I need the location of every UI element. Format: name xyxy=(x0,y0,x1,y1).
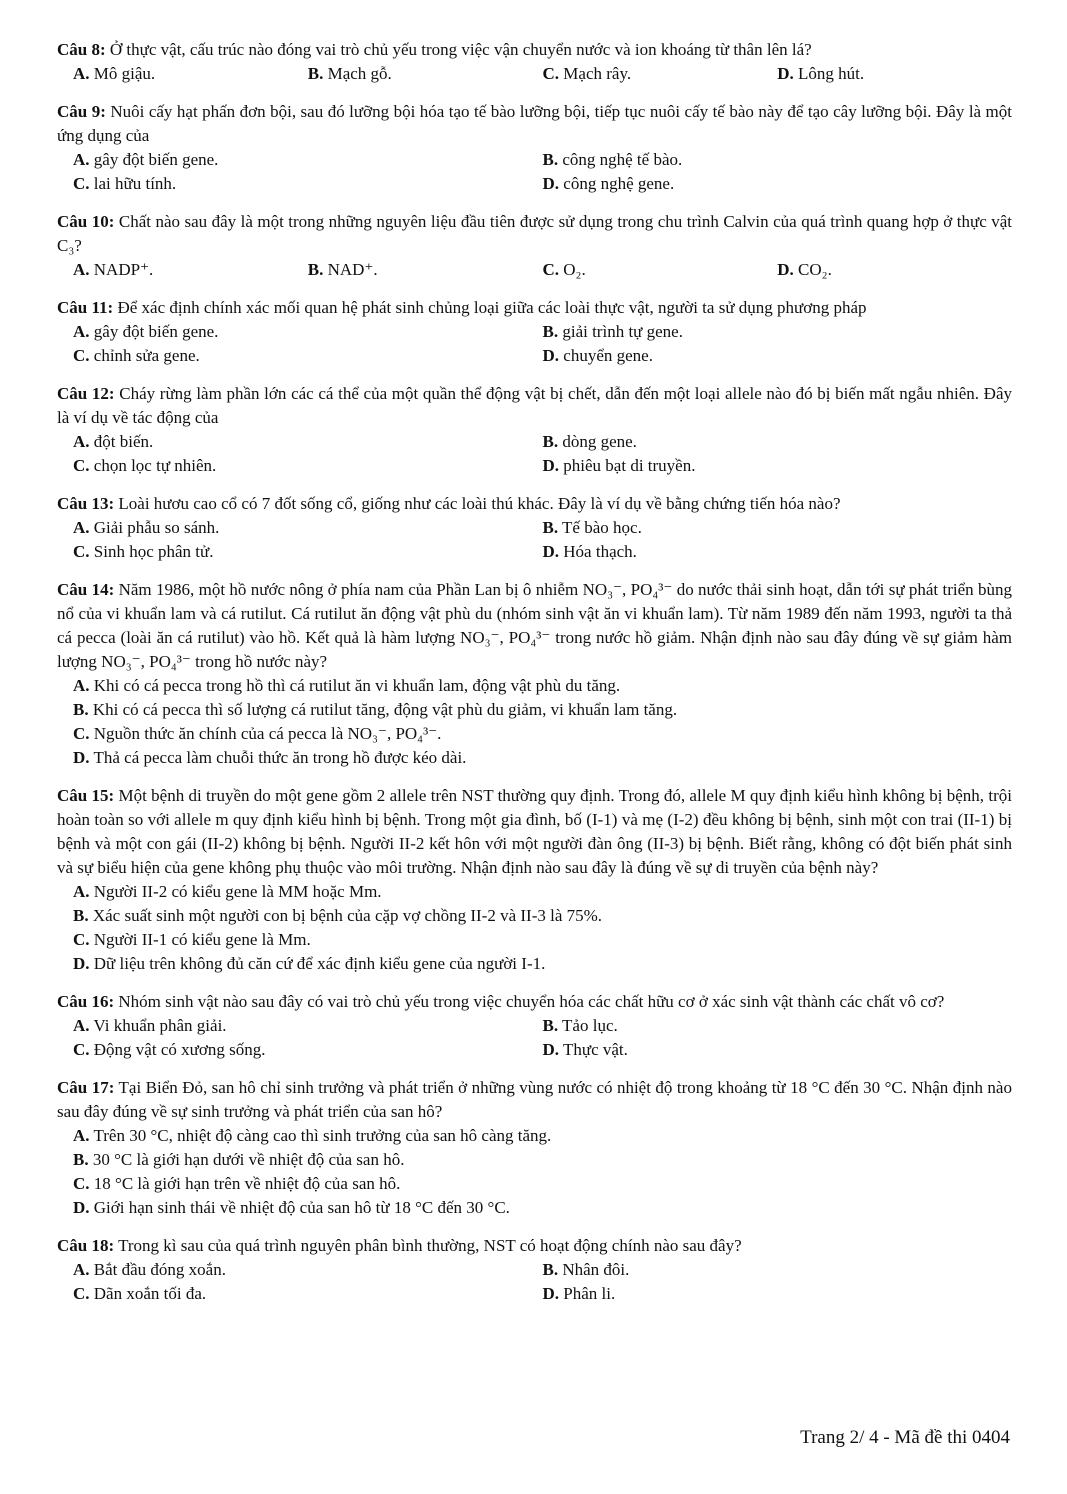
option-letter: A. xyxy=(73,150,90,169)
option-row xyxy=(57,148,1012,172)
option-letter: A. xyxy=(73,882,90,901)
question-stem xyxy=(57,100,1012,148)
option-letter: A. xyxy=(73,260,90,279)
option-text: Tảo lục. xyxy=(562,1016,618,1035)
question-stem xyxy=(57,578,1012,674)
option-text: công nghệ tế bào. xyxy=(562,150,683,169)
option-letter: C. xyxy=(73,542,90,561)
answer-option xyxy=(73,674,1012,698)
option-letter: D. xyxy=(542,542,560,561)
question-text: Ở thực vật, cấu trúc nào đóng vai trò chủ yếu trong việc vận chuyển nước và ion khoáng từ thân lên lá? xyxy=(109,40,812,59)
question-block xyxy=(57,990,1012,1062)
option-letter: C. xyxy=(73,1040,90,1059)
option-text: NADP⁺. xyxy=(93,260,154,279)
option-text: Mạch rây. xyxy=(563,64,632,83)
answer-option xyxy=(73,344,543,368)
option-letter: B. xyxy=(542,150,559,169)
answer-option xyxy=(543,516,1013,540)
option-letter: C. xyxy=(542,260,560,279)
question-text: Chất nào sau đây là một trong những nguyên liệu đầu tiên được sử dụng trong chu trình Calvin của quá trình quang hợp ở thực vật C₃? xyxy=(57,212,1012,255)
option-text: Dữ liệu trên không đủ căn cứ để xác định kiểu gene của người I-1. xyxy=(93,954,546,973)
option-text: chỉnh sửa gene. xyxy=(93,346,200,365)
option-letter: C. xyxy=(73,724,90,743)
option-text: Hóa thạch. xyxy=(563,542,637,561)
answer-option xyxy=(777,62,1012,86)
option-text: Giải phẫu so sánh. xyxy=(93,518,220,537)
question-text: Nuôi cấy hạt phấn đơn bội, sau đó lưỡng bội hóa tạo tế bào lưỡng bội, tiếp tục nuôi cấy tế bào này để tạo cây lưỡng bội. Đây là một ứng dụng của xyxy=(57,102,1013,145)
answer-option xyxy=(73,746,1012,770)
option-text: Phân li. xyxy=(563,1284,616,1303)
answer-option xyxy=(73,952,1012,976)
option-text: Tế bào học. xyxy=(562,518,642,537)
question-list xyxy=(57,38,1012,1306)
question-text: Tại Biển Đỏ, san hô chỉ sinh trưởng và phát triển ở những vùng nước có nhiệt độ trong khoảng từ 18 °C đến 30 °C. Nhận định nào sau đây đúng về sự sinh trưởng và phát triển của san hô? xyxy=(57,1078,1012,1121)
option-letter: D. xyxy=(542,1284,560,1303)
question-stem xyxy=(57,1234,1012,1258)
option-letter: A. xyxy=(73,432,90,451)
question-block xyxy=(57,38,1012,86)
option-letter: A. xyxy=(73,1016,90,1035)
option-row xyxy=(57,430,1012,454)
option-letter: B. xyxy=(542,432,559,451)
option-row xyxy=(57,722,1012,746)
option-row xyxy=(57,172,1012,196)
option-letter: B. xyxy=(73,906,89,925)
option-text: Người II-2 có kiểu gene là MM hoặc Mm. xyxy=(93,882,382,901)
answer-option xyxy=(73,1258,543,1282)
option-text: Trên 30 °C, nhiệt độ càng cao thì sinh trưởng của san hô càng tăng. xyxy=(93,1126,552,1145)
answer-option xyxy=(73,258,308,282)
option-row xyxy=(57,1014,1012,1038)
option-row xyxy=(57,62,1012,86)
option-row xyxy=(57,674,1012,698)
option-letter: B. xyxy=(73,700,89,719)
option-row xyxy=(57,1196,1012,1220)
option-row xyxy=(57,904,1012,928)
option-text: Dãn xoắn tối đa. xyxy=(93,1284,207,1303)
option-row xyxy=(57,1038,1012,1062)
option-text: phiêu bạt di truyền. xyxy=(563,456,696,475)
answer-option xyxy=(73,1172,1012,1196)
question-block xyxy=(57,210,1012,282)
option-letter: B. xyxy=(542,1016,559,1035)
question-stem xyxy=(57,296,1012,320)
option-letter: B. xyxy=(542,518,559,537)
option-text: đột biến. xyxy=(93,432,154,451)
answer-option xyxy=(73,1124,1012,1148)
question-number: Câu 16: xyxy=(57,992,115,1011)
question-number: Câu 17: xyxy=(57,1078,115,1097)
option-row xyxy=(57,1172,1012,1196)
option-letter: A. xyxy=(73,64,90,83)
option-letter: D. xyxy=(542,456,560,475)
question-stem xyxy=(57,1076,1012,1124)
answer-option xyxy=(543,258,778,282)
question-number: Câu 15: xyxy=(57,786,115,805)
question-number: Câu 10: xyxy=(57,212,115,231)
question-number: Câu 8: xyxy=(57,40,106,59)
option-letter: C. xyxy=(73,1174,90,1193)
answer-option xyxy=(543,62,778,86)
answer-option xyxy=(73,454,543,478)
answer-option xyxy=(73,1196,1012,1220)
option-row xyxy=(57,344,1012,368)
option-letter: B. xyxy=(307,260,324,279)
option-text: Mô giậu. xyxy=(93,64,156,83)
question-block xyxy=(57,1076,1012,1220)
option-row xyxy=(57,258,1012,282)
option-text: 18 °C là giới hạn trên về nhiệt độ của san hô. xyxy=(93,1174,401,1193)
question-number: Câu 11: xyxy=(57,298,114,317)
option-text: chuyển gene. xyxy=(563,346,653,365)
question-number: Câu 12: xyxy=(57,384,115,403)
answer-option xyxy=(73,148,543,172)
question-stem xyxy=(57,990,1012,1014)
answer-option xyxy=(73,516,543,540)
answer-option xyxy=(543,1258,1013,1282)
question-block xyxy=(57,296,1012,368)
option-text: Lông hút. xyxy=(798,64,865,83)
question-block xyxy=(57,578,1012,770)
option-row xyxy=(57,540,1012,564)
answer-option xyxy=(73,540,543,564)
answer-option xyxy=(73,430,543,454)
answer-option xyxy=(543,1282,1013,1306)
question-block xyxy=(57,492,1012,564)
answer-option xyxy=(543,148,1013,172)
option-letter: B. xyxy=(542,1260,559,1279)
question-text: Một bệnh di truyền do một gene gồm 2 allele trên NST thường quy định. Trong đó, allele M quy định kiểu hình không bị bệnh, trội hoàn toàn so với allele m quy định kiểu hình bị bệnh. Trong một gia đình, bố (I-1) và mẹ (I-2) đều không bị bệnh, sinh một con trai (II-1) bị bệnh và một con gái (II-2) không bị bệnh. Người II-2 kết hôn với một người đàn ông (II-3) bị bệnh. Biết rằng, không có đột biến phát sinh và sự biểu hiện của gene không phụ thuộc vào môi trường. Nhận định nào sau đây là đúng về sự di truyền của bệnh này? xyxy=(57,786,1012,877)
answer-option xyxy=(308,258,543,282)
answer-option xyxy=(73,698,1012,722)
answer-option xyxy=(73,722,1012,746)
option-text: Người II-1 có kiểu gene là Mm. xyxy=(93,930,311,949)
answer-option xyxy=(73,1014,543,1038)
option-letter: C. xyxy=(73,930,90,949)
question-stem xyxy=(57,210,1012,258)
answer-option xyxy=(543,1038,1013,1062)
option-row xyxy=(57,454,1012,478)
option-text: dòng gene. xyxy=(562,432,637,451)
option-row xyxy=(57,928,1012,952)
option-text: CO₂. xyxy=(798,260,832,279)
option-letter: A. xyxy=(73,1126,90,1145)
answer-option xyxy=(73,928,1012,952)
option-letter: D. xyxy=(542,346,560,365)
question-stem xyxy=(57,784,1012,880)
question-stem xyxy=(57,492,1012,516)
option-letter: D. xyxy=(542,174,560,193)
option-letter: D. xyxy=(777,64,794,83)
answer-option xyxy=(543,540,1013,564)
question-number: Câu 14: xyxy=(57,580,115,599)
answer-option xyxy=(73,172,543,196)
option-row xyxy=(57,880,1012,904)
option-letter: A. xyxy=(73,1260,90,1279)
option-row xyxy=(57,320,1012,344)
option-text: Vi khuẩn phân giải. xyxy=(93,1016,227,1035)
option-row xyxy=(57,516,1012,540)
option-row xyxy=(57,746,1012,770)
question-text: Trong kì sau của quá trình nguyên phân bình thường, NST có hoạt động chính nào sau đây? xyxy=(118,1236,742,1255)
question-text: Để xác định chính xác mối quan hệ phát sinh chủng loại giữa các loài thực vật, người ta sử dụng phương pháp xyxy=(117,298,867,317)
option-text: lai hữu tính. xyxy=(93,174,177,193)
option-letter: D. xyxy=(542,1040,560,1059)
option-letter: B. xyxy=(542,322,559,341)
question-text: Cháy rừng làm phần lớn các cá thể của một quần thể động vật bị chết, dẫn đến một loại allele nào đó bị biến mất ngẫu nhiên. Đây là ví dụ về tác động của xyxy=(57,384,1012,427)
question-block xyxy=(57,784,1012,976)
option-letter: A. xyxy=(73,518,90,537)
option-letter: C. xyxy=(73,456,90,475)
question-text: Nhóm sinh vật nào sau đây có vai trò chủ yếu trong việc chuyển hóa các chất hữu cơ ở xác sinh vật thành các chất vô cơ? xyxy=(118,992,945,1011)
option-letter: A. xyxy=(73,676,90,695)
option-row xyxy=(57,1282,1012,1306)
question-block xyxy=(57,382,1012,478)
option-text: Bắt đầu đóng xoắn. xyxy=(93,1260,226,1279)
option-text: Thực vật. xyxy=(562,1040,628,1059)
answer-option xyxy=(73,320,543,344)
option-text: Mạch gỗ. xyxy=(327,64,392,83)
question-stem xyxy=(57,382,1012,430)
option-text: Khi có cá pecca trong hồ thì cá rutilut ăn vi khuẩn lam, động vật phù du tăng. xyxy=(93,676,621,695)
answer-option xyxy=(543,344,1013,368)
option-text: Thả cá pecca làm chuỗi thức ăn trong hồ được kéo dài. xyxy=(93,748,467,767)
question-block xyxy=(57,1234,1012,1306)
answer-option xyxy=(73,1148,1012,1172)
option-text: giải trình tự gene. xyxy=(562,322,683,341)
option-letter: C. xyxy=(73,1284,90,1303)
answer-option xyxy=(543,172,1013,196)
question-text: Loài hươu cao cổ có 7 đốt sống cổ, giống như các loài thú khác. Đây là ví dụ về bằng chứng tiến hóa nào? xyxy=(118,494,841,513)
option-text: NAD⁺. xyxy=(327,260,378,279)
option-letter: C. xyxy=(73,346,90,365)
option-text: gây đột biến gene. xyxy=(93,322,219,341)
answer-option xyxy=(73,1282,543,1306)
option-letter: A. xyxy=(73,322,90,341)
option-letter: D. xyxy=(73,748,90,767)
answer-option xyxy=(73,1038,543,1062)
option-text: Giới hạn sinh thái về nhiệt độ của san hô từ 18 °C đến 30 °C. xyxy=(93,1198,510,1217)
option-letter: C. xyxy=(542,64,560,83)
option-text: Nhân đôi. xyxy=(562,1260,630,1279)
answer-option xyxy=(543,320,1013,344)
answer-option xyxy=(543,1014,1013,1038)
option-row xyxy=(57,1258,1012,1282)
question-number: Câu 13: xyxy=(57,494,115,513)
page-footer: Trang 2/ 4 - Mã đề thi 0404 xyxy=(800,1427,1010,1448)
question-block xyxy=(57,100,1012,196)
option-letter: D. xyxy=(777,260,794,279)
answer-option xyxy=(73,62,308,86)
option-letter: B. xyxy=(73,1150,89,1169)
option-text: 30 °C là giới hạn dưới về nhiệt độ của san hô. xyxy=(92,1150,405,1169)
question-number: Câu 9: xyxy=(57,102,106,121)
option-text: Khi có cá pecca thì số lượng cá rutilut tăng, động vật phù du giảm, vi khuẩn lam tăng. xyxy=(92,700,678,719)
option-letter: D. xyxy=(73,954,90,973)
option-row xyxy=(57,1124,1012,1148)
answer-option xyxy=(543,430,1013,454)
option-text: Nguồn thức ăn chính của cá pecca là NO₃⁻, PO₄³⁻. xyxy=(93,724,442,743)
option-text: gây đột biến gene. xyxy=(93,150,219,169)
option-row xyxy=(57,952,1012,976)
question-text: Năm 1986, một hồ nước nông ở phía nam của Phần Lan bị ô nhiễm NO₃⁻, PO₄³⁻ do nước thải sinh hoạt, dẫn tới sự phát triển bùng nổ của vi khuẩn lam và cá rutilut. Cá rutilut ăn động vật phù du (nhóm sinh vật ăn vi khuẩn lam). Từ năm 1989 đến năm 1993, người ta thả cá pecca (loài ăn cá rutilut) vào hồ. Kết quả là hàm lượng NO₃⁻, PO₄³⁻ trong nước hồ giảm. Nhận định nào sau đây đúng về sự giảm hàm lượng NO₃⁻, PO₄³⁻ trong hồ nước này? xyxy=(57,580,1013,671)
answer-option xyxy=(777,258,1012,282)
option-row xyxy=(57,1148,1012,1172)
option-letter: B. xyxy=(307,64,324,83)
option-text: công nghệ gene. xyxy=(563,174,675,193)
option-letter: C. xyxy=(73,174,90,193)
answer-option xyxy=(73,880,1012,904)
question-number: Câu 18: xyxy=(57,1236,115,1255)
question-stem xyxy=(57,38,1012,62)
option-row xyxy=(57,698,1012,722)
option-text: Động vật có xương sống. xyxy=(93,1040,266,1059)
option-text: Xác suất sinh một người con bị bệnh của cặp vợ chồng II-2 và II-3 là 75%. xyxy=(92,906,603,925)
answer-option xyxy=(73,904,1012,928)
option-text: chọn lọc tự nhiên. xyxy=(93,456,217,475)
option-letter: D. xyxy=(73,1198,90,1217)
option-text: Sinh học phân tử. xyxy=(93,542,214,561)
answer-option xyxy=(308,62,543,86)
answer-option xyxy=(543,454,1013,478)
option-text: O₂. xyxy=(563,260,586,279)
